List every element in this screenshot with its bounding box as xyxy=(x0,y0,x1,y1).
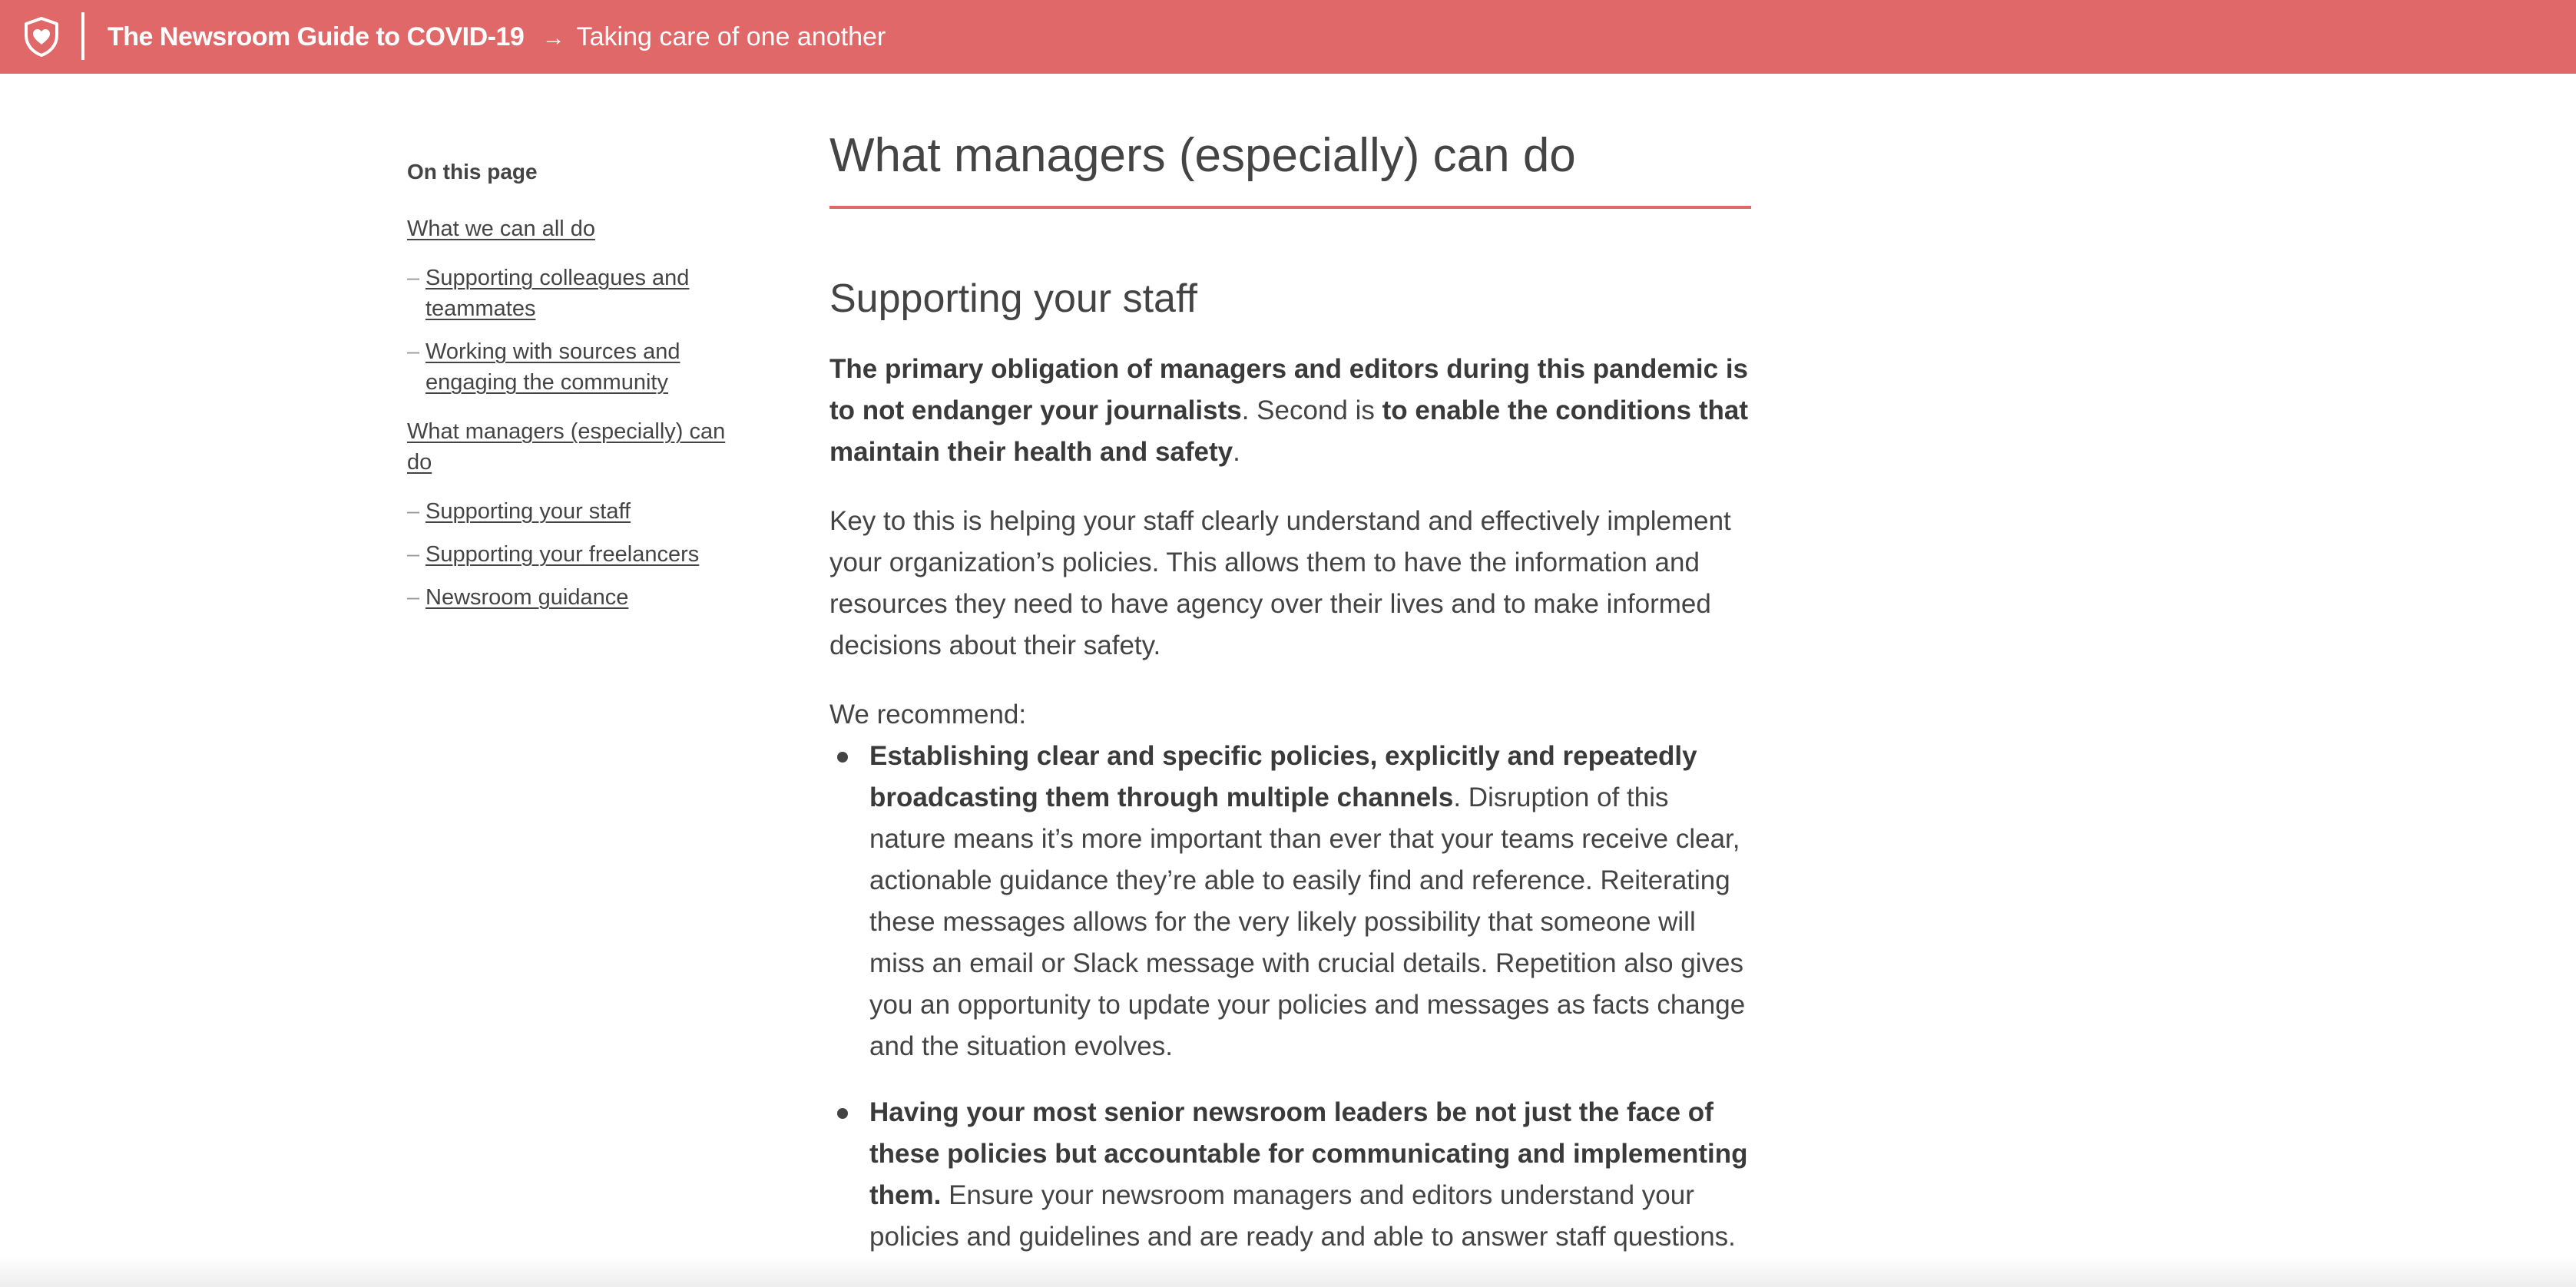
toc-link[interactable]: Supporting your staff xyxy=(425,499,631,524)
body-paragraph: Key to this is helping your staff clearly understand and effectively implement your organization’s policies. This allows them to have the information and resources they need to have agency over their lives and to make informed decisions about their safety. xyxy=(829,506,1731,660)
bold-text: Establishing clear and specific policies, explicitly and repeatedly broadcasting them through multiple channels xyxy=(869,741,1697,812)
section-title: Supporting your staff xyxy=(829,276,1197,321)
toc-item-supporting-your-freelancers xyxy=(407,539,737,570)
page-title: What managers (especially) can do xyxy=(829,123,1751,209)
toc-dash: – xyxy=(407,542,420,567)
bold-text: to enable the conditions that maintain their health and safety xyxy=(829,395,1749,467)
toc-item-supporting-colleagues xyxy=(407,263,737,324)
list-item xyxy=(829,736,1751,1067)
top-header-bar xyxy=(0,0,2576,74)
site-title-link[interactable]: The Newsroom Guide to COVID-19 xyxy=(108,22,525,51)
intro-paragraph xyxy=(829,349,1751,473)
list-item xyxy=(829,1092,1751,1258)
header-divider xyxy=(81,12,84,60)
body-text: Ensure your newsroom managers and editors understand your policies and guidelines and are ready and able to answer staff questions. xyxy=(869,1180,1736,1252)
recommendation-list xyxy=(829,736,1751,1258)
heart-shield-icon xyxy=(23,17,60,57)
bold-text: Having your most senior newsroom leaders be not just the face of these policies but accountable for communicating and implementing them. xyxy=(869,1097,1748,1210)
breadcrumb xyxy=(108,17,886,57)
toc-heading: On this page xyxy=(407,160,538,184)
bullet-icon xyxy=(837,1108,848,1119)
breadcrumb-current-page: Taking care of one another xyxy=(576,22,886,51)
body-text: . Second is xyxy=(1241,395,1382,425)
toc-item-what-we-can-all-do xyxy=(407,213,737,244)
breadcrumb-separator: → xyxy=(541,25,565,51)
on-this-page-toc xyxy=(407,154,737,625)
toc-item-working-with-sources xyxy=(407,336,737,398)
toc-dash: – xyxy=(407,585,420,610)
toc-dash: – xyxy=(407,339,420,364)
body-text: . xyxy=(1233,437,1240,467)
bottom-scroll-shadow xyxy=(0,1256,2576,1287)
toc-link[interactable]: What we can all do xyxy=(407,217,596,241)
toc-link[interactable]: Newsroom guidance xyxy=(425,585,629,610)
bold-text: The primary obligation of managers and editors during this pandemic is to not endanger your journalists xyxy=(829,354,1749,425)
toc-link[interactable]: Working with sources and engaging the community xyxy=(425,339,680,395)
toc-item-newsroom-guidance xyxy=(407,582,737,613)
toc-dash: – xyxy=(407,499,420,524)
body-text: . Disruption of this nature means it’s more important than ever that your teams receive clear, actionable guidance they’re able to easily find and reference. Reiterating these messages allows for the very likely possibility that someone will miss an email or Slack message with crucial details. Repetition also gives you an opportunity to update your policies and messages as facts change and the situation evolves. xyxy=(869,782,1746,1061)
toc-link[interactable]: Supporting colleagues and teammates xyxy=(425,266,690,321)
toc-item-supporting-your-staff xyxy=(407,496,737,527)
toc-link[interactable]: What managers (especially) can do xyxy=(407,419,726,475)
bullet-icon xyxy=(837,752,848,763)
toc-link[interactable]: Supporting your freelancers xyxy=(425,542,700,567)
toc-item-what-managers-can-do xyxy=(407,416,737,478)
toc-dash: – xyxy=(407,266,420,290)
recommend-lead: We recommend: xyxy=(829,700,1027,730)
article-content xyxy=(829,123,1751,1282)
